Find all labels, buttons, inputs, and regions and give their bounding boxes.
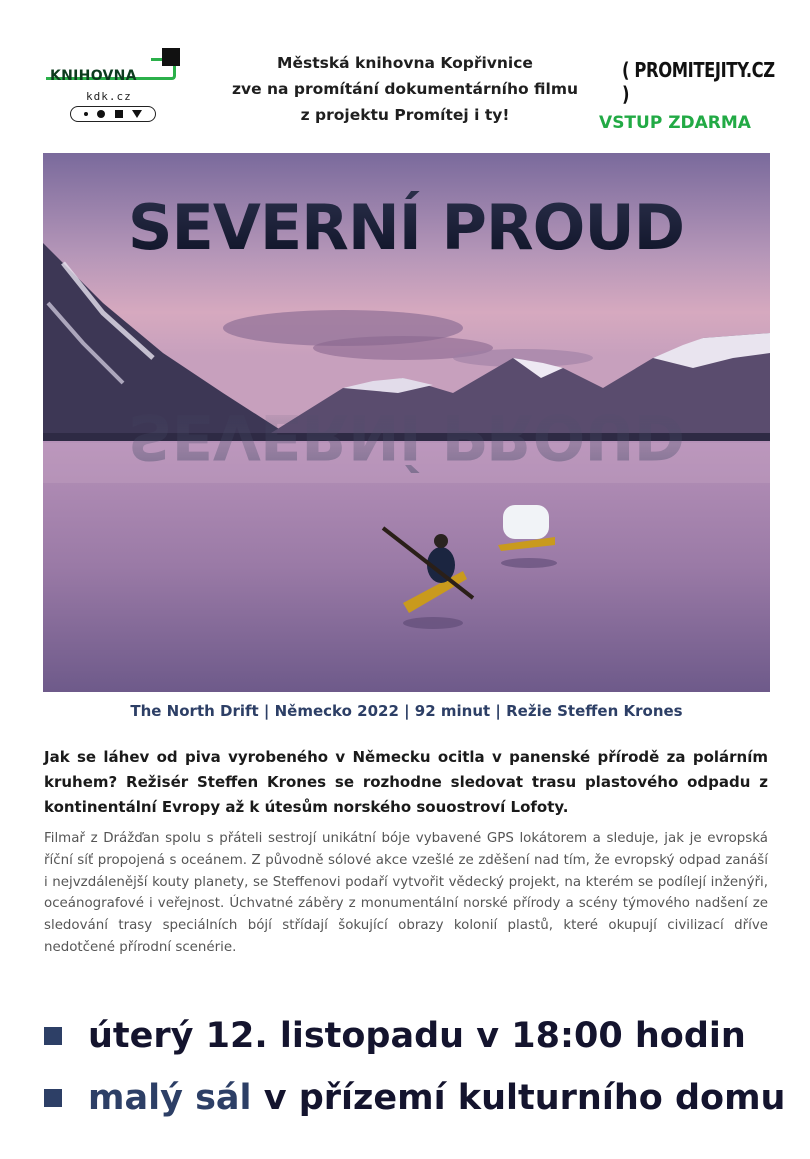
admission-free-label: VSTUP ZDARMA [599,113,751,133]
event-date-text: úterý 12. listopadu v 18:00 hodin [88,1016,746,1056]
square-bullet-icon [44,1089,62,1107]
logo-symbols-icon [70,106,156,122]
logo-square-icon [162,48,180,66]
event-place [44,1078,786,1118]
event-place-highlight: malý sál [88,1078,252,1118]
promitejity-logo: ( PROMITEJITY.CZ ) [622,58,775,106]
invitation-text [215,50,595,128]
film-info: The North Drift | Německo 2022 | 92 minut | Režie Steffen Krones [130,702,683,720]
logo-domain: kdk.cz [86,90,132,103]
square-bullet-icon [44,1027,62,1045]
lead-paragraph: Jak se láhev od piva vyrobeného v Německu ocitla v panenské přírodě za polárním kruhem? Režisér Steffen Krones se rozhodne sledovat trasu plastového odpadu z kontinentální Evropy až k útesům norského souostroví Lofoty. [44,748,768,816]
svg-text:SEVERNÍ PROUD: SEVERNÍ PROUD [127,400,685,473]
invitation-line-1: Městská knihovna Kopřivnice [277,54,533,72]
logo-word: KNIHOVNA [50,68,137,84]
description-paragraph: Filmař z Drážďan spolu s přáteli sestrojí unikátní bóje vybavené GPS lokátorem a sleduje, jak je evropská říční síť propojená s oceánem. Z původně sólové akce vzešlé ze zděšení nad tím, že evropský odpad zanáší i nejvzdálenější kouty planety, se Steffenovi podaří vytvořit vědecký projekt, na kterém se podílejí inženýři, oceánografové i veřejnost. Úchvatné záběry z monumentální norské přírody a scény týmového nadšení ze sledování trasy speciálních bójí střídají šokující obrazy kolonií plastů, které okupují civilizací dříve nedotčené přírodní scenérie. [44,831,768,955]
invitation-line-2: zve na promítání dokumentárního filmu [231,80,579,98]
library-logo [46,48,186,128]
invitation-line-3: z projektu Promítej i ty! [300,106,510,124]
event-place-rest: v přízemí kulturního domu [263,1078,786,1118]
event-date [44,1016,774,1056]
poster-title: SEVERNÍ PROUD [127,191,685,264]
film-poster [43,153,770,692]
